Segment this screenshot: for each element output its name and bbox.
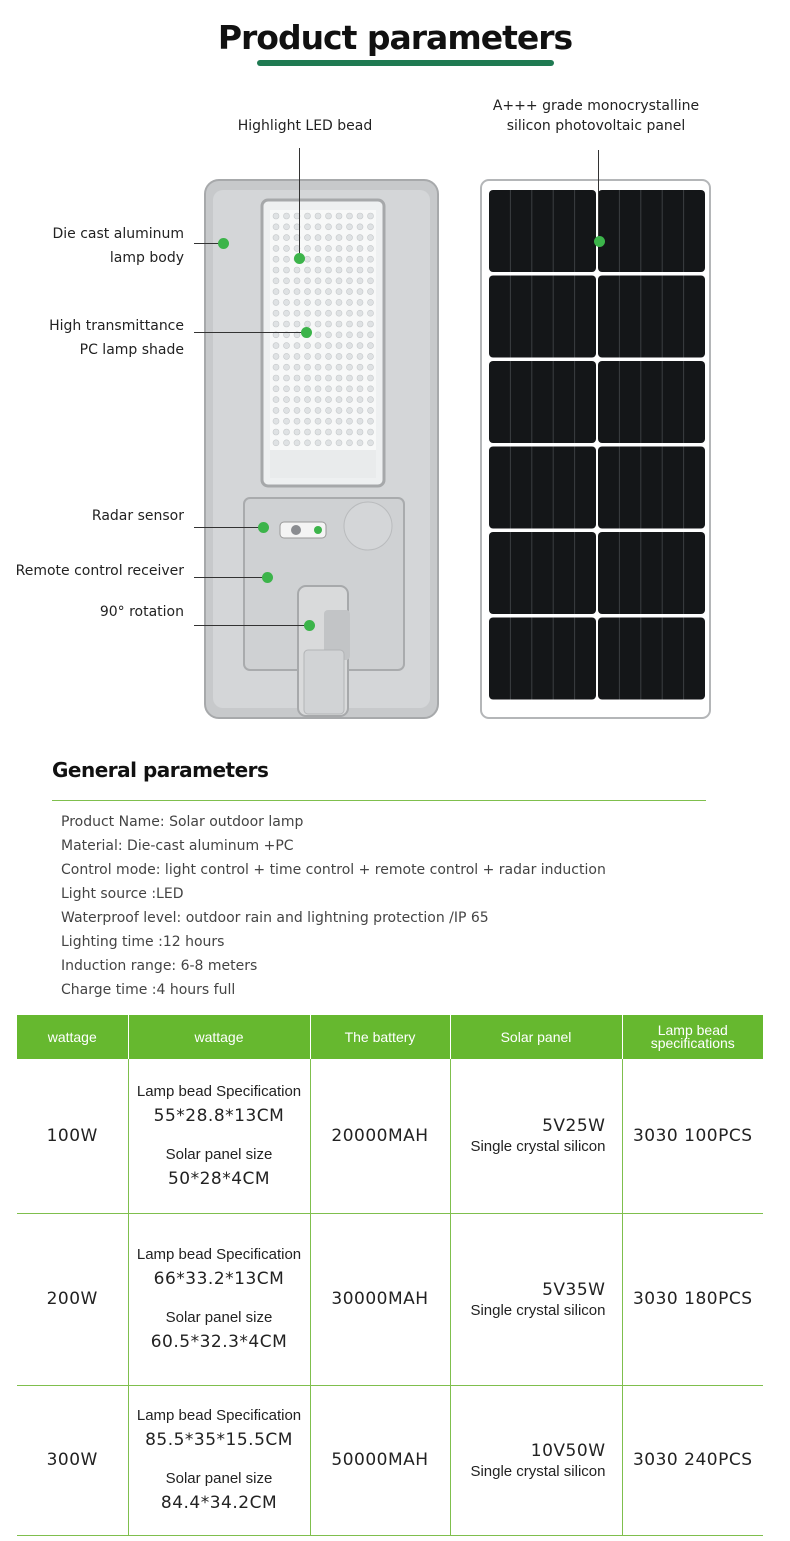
- led-bead: [284, 213, 290, 219]
- led-bead: [368, 407, 374, 413]
- led-bead: [273, 321, 279, 327]
- led-bead: [336, 235, 342, 241]
- led-bead: [284, 407, 290, 413]
- led-bead: [273, 245, 279, 251]
- led-bead: [305, 429, 311, 435]
- led-bead: [284, 278, 290, 284]
- led-bead: [284, 267, 290, 273]
- led-bead: [368, 299, 374, 305]
- led-bead: [336, 256, 342, 262]
- led-bead: [294, 278, 300, 284]
- led-bead: [273, 267, 279, 273]
- led-bead: [315, 289, 321, 295]
- led-bead: [305, 440, 311, 446]
- led-bead: [336, 310, 342, 316]
- col-header-lamp-bead: Lamp bead specifications: [622, 1015, 763, 1059]
- marker-pv-panel: [594, 236, 605, 247]
- led-bead: [294, 418, 300, 424]
- led-bead: [357, 299, 363, 305]
- led-bead: [368, 343, 374, 349]
- led-bead: [347, 235, 353, 241]
- led-bead: [294, 310, 300, 316]
- led-bead: [305, 256, 311, 262]
- led-bead: [284, 256, 290, 262]
- led-bead: [368, 235, 374, 241]
- led-bead: [305, 245, 311, 251]
- led-bead: [326, 321, 332, 327]
- led-bead: [315, 245, 321, 251]
- led-bead: [347, 289, 353, 295]
- table-header-row: [17, 1015, 763, 1059]
- led-bead: [357, 429, 363, 435]
- cell-wattage: 300W: [17, 1385, 128, 1535]
- led-bead: [336, 375, 342, 381]
- led-bead: [368, 364, 374, 370]
- cell-battery: 30000MAH: [310, 1213, 450, 1385]
- led-bead: [368, 375, 374, 381]
- led-bead: [368, 440, 374, 446]
- leader-lamp-shade: [194, 332, 306, 333]
- cell-lamp-spec: 3030 180PCS: [622, 1213, 763, 1385]
- solar-cell-block: [489, 447, 596, 529]
- led-bead: [357, 353, 363, 359]
- marker-rotation: [304, 620, 315, 631]
- led-bead: [294, 375, 300, 381]
- led-bead: [336, 364, 342, 370]
- led-bead: [357, 278, 363, 284]
- led-bead: [273, 386, 279, 392]
- led-bead: [336, 245, 342, 251]
- led-bead: [368, 353, 374, 359]
- led-bead: [305, 267, 311, 273]
- led-bead: [326, 353, 332, 359]
- led-bead: [315, 256, 321, 262]
- led-bead: [273, 440, 279, 446]
- led-bead: [336, 321, 342, 327]
- led-bead: [368, 289, 374, 295]
- led-bead: [305, 353, 311, 359]
- led-bead: [347, 440, 353, 446]
- col-header-wattage-2: wattage: [128, 1015, 310, 1059]
- led-bead: [305, 364, 311, 370]
- list-item: Product Name: Solar outdoor lamp: [61, 814, 304, 830]
- list-item: Induction range: 6-8 meters: [61, 958, 258, 974]
- list-item: Charge time :4 hours full: [61, 982, 236, 998]
- marker-radar-sensor: [258, 522, 269, 533]
- led-bead: [284, 418, 290, 424]
- led-bead: [357, 375, 363, 381]
- led-bead: [336, 429, 342, 435]
- led-bead: [357, 397, 363, 403]
- leader-radar-sensor: [194, 527, 262, 528]
- led-bead: [347, 418, 353, 424]
- led-bead: [294, 299, 300, 305]
- led-bead: [315, 343, 321, 349]
- leader-rotation: [194, 625, 308, 626]
- led-bead: [294, 289, 300, 295]
- led-bead: [336, 278, 342, 284]
- led-bead: [326, 299, 332, 305]
- led-bead: [294, 397, 300, 403]
- led-bead: [368, 213, 374, 219]
- solar-cell-block: [489, 618, 596, 700]
- solar-cell-block: [598, 532, 705, 614]
- led-bead: [326, 245, 332, 251]
- led-bead: [347, 310, 353, 316]
- led-bead: [284, 397, 290, 403]
- led-bead: [315, 267, 321, 273]
- led-bead: [305, 289, 311, 295]
- list-item: Material: Die-cast aluminum +PC: [61, 838, 294, 854]
- led-bead: [315, 375, 321, 381]
- led-bead: [305, 386, 311, 392]
- led-bead: [284, 224, 290, 230]
- cell-battery: 20000MAH: [310, 1059, 450, 1213]
- led-bead: [368, 267, 374, 273]
- led-bead: [284, 289, 290, 295]
- led-bead: [326, 407, 332, 413]
- cell-sizes: Lamp bead Specification 66*33.2*13CM Solar panel size 60.5*32.3*4CM: [128, 1213, 310, 1385]
- solar-cell-block: [489, 532, 596, 614]
- callout-rotation: 90° rotation: [99, 604, 184, 620]
- led-bead: [305, 375, 311, 381]
- list-item: Control mode: light control + time control + remote control + radar induction: [61, 862, 606, 878]
- led-bead: [357, 386, 363, 392]
- led-bead: [347, 332, 353, 338]
- general-parameters-title: General parameters: [52, 758, 269, 782]
- led-bead: [273, 278, 279, 284]
- led-bead: [326, 418, 332, 424]
- general-parameters-list: [61, 810, 606, 1002]
- led-bead: [273, 224, 279, 230]
- led-bead: [357, 224, 363, 230]
- led-bead: [336, 440, 342, 446]
- led-bead: [357, 440, 363, 446]
- cell-lamp-spec: 3030 100PCS: [622, 1059, 763, 1213]
- led-bead: [368, 310, 374, 316]
- list-item: Waterproof level: outdoor rain and lightning protection /IP 65: [61, 910, 489, 926]
- table-row: [17, 1059, 763, 1213]
- cell-lamp-spec: 3030 240PCS: [622, 1385, 763, 1535]
- led-bead: [336, 343, 342, 349]
- led-bead: [326, 278, 332, 284]
- led-bead: [305, 343, 311, 349]
- led-bead: [347, 407, 353, 413]
- led-bead: [347, 364, 353, 370]
- callout-lamp-body: Die cast aluminum lamp body: [52, 226, 184, 266]
- led-bead: [336, 397, 342, 403]
- led-bead: [347, 213, 353, 219]
- callout-radar-sensor: Radar sensor: [91, 508, 184, 524]
- led-bead: [368, 224, 374, 230]
- callout-lamp-shade: High transmittance PC lamp shade: [49, 318, 184, 358]
- led-bead: [347, 386, 353, 392]
- solar-cell-block: [598, 361, 705, 443]
- led-bead: [284, 245, 290, 251]
- cell-sizes: Lamp bead Specification 85.5*35*15.5CM Solar panel size 84.4*34.2CM: [128, 1385, 310, 1535]
- led-bead: [336, 407, 342, 413]
- led-bead: [368, 245, 374, 251]
- cell-wattage: 200W: [17, 1213, 128, 1385]
- led-bead: [368, 321, 374, 327]
- marker-lamp-body: [218, 238, 229, 249]
- led-bead: [284, 299, 290, 305]
- led-bead: [326, 235, 332, 241]
- led-bead: [368, 256, 374, 262]
- led-bead: [336, 299, 342, 305]
- led-bead: [326, 267, 332, 273]
- led-bead: [273, 256, 279, 262]
- solar-cell-block: [489, 361, 596, 443]
- led-bead: [315, 397, 321, 403]
- led-bead: [294, 407, 300, 413]
- solar-cell-block: [489, 276, 596, 358]
- led-bead: [336, 353, 342, 359]
- led-bead: [305, 213, 311, 219]
- led-bead: [284, 386, 290, 392]
- led-bead: [326, 397, 332, 403]
- led-bead: [347, 267, 353, 273]
- led-bead: [273, 213, 279, 219]
- led-bead: [326, 256, 332, 262]
- leader-pv-panel: [598, 150, 599, 240]
- table-row: [17, 1213, 763, 1385]
- led-bead: [273, 429, 279, 435]
- led-bead: [326, 310, 332, 316]
- marker-remote-receiver: [262, 572, 273, 583]
- led-bead: [336, 386, 342, 392]
- led-bead: [326, 332, 332, 338]
- solar-cell-block: [598, 276, 705, 358]
- led-bead: [273, 407, 279, 413]
- led-bead: [273, 299, 279, 305]
- led-bead: [315, 224, 321, 230]
- product-figure: [0, 90, 790, 730]
- cell-sizes: Lamp bead Specification 55*28.8*13CM Solar panel size 50*28*4CM: [128, 1059, 310, 1213]
- led-bead: [305, 418, 311, 424]
- led-bead: [368, 397, 374, 403]
- cell-wattage: 100W: [17, 1059, 128, 1213]
- led-bead: [315, 332, 321, 338]
- leader-led-bead: [299, 148, 300, 254]
- cell-solar: 10V50W Single crystal silicon: [450, 1385, 622, 1535]
- col-header-wattage: wattage: [17, 1015, 128, 1059]
- led-bead: [284, 235, 290, 241]
- led-bead: [336, 224, 342, 230]
- led-bead: [273, 289, 279, 295]
- led-bead: [305, 397, 311, 403]
- marker-lamp-shade: [301, 327, 312, 338]
- led-bead: [305, 278, 311, 284]
- led-bead: [294, 429, 300, 435]
- led-bead: [315, 278, 321, 284]
- led-bead: [347, 429, 353, 435]
- led-bead: [336, 213, 342, 219]
- led-bead: [347, 245, 353, 251]
- led-bead: [284, 364, 290, 370]
- callout-remote-receiver: Remote control receiver: [15, 563, 184, 579]
- led-bead: [357, 245, 363, 251]
- led-bead: [326, 364, 332, 370]
- led-bead: [273, 310, 279, 316]
- solar-cell-block: [598, 190, 705, 272]
- led-bead: [357, 407, 363, 413]
- led-bead: [357, 256, 363, 262]
- led-bead: [326, 440, 332, 446]
- led-bead: [273, 375, 279, 381]
- page-title: Product parameters: [217, 18, 573, 57]
- led-bead: [273, 235, 279, 241]
- solar-cell-block: [598, 618, 705, 700]
- led-bead: [273, 418, 279, 424]
- led-bead: [294, 386, 300, 392]
- led-bead: [315, 353, 321, 359]
- led-bead: [347, 353, 353, 359]
- led-bead: [336, 332, 342, 338]
- led-bead: [368, 418, 374, 424]
- led-bead: [357, 364, 363, 370]
- leader-remote-receiver: [194, 577, 264, 578]
- led-bead: [357, 267, 363, 273]
- callout-pv-panel: A+++ grade monocrystalline silicon photovoltaic panel: [492, 98, 700, 134]
- led-bead: [336, 418, 342, 424]
- list-item: Light source :LED: [61, 886, 184, 902]
- led-bead: [326, 289, 332, 295]
- led-bead: [294, 267, 300, 273]
- led-bead: [273, 364, 279, 370]
- led-bead: [347, 256, 353, 262]
- led-bead: [347, 224, 353, 230]
- led-bead: [294, 321, 300, 327]
- led-bead: [284, 429, 290, 435]
- led-bead: [357, 343, 363, 349]
- led-bead: [315, 429, 321, 435]
- led-bead: [284, 343, 290, 349]
- led-bead: [326, 429, 332, 435]
- cell-solar: 5V35W Single crystal silicon: [450, 1213, 622, 1385]
- col-header-battery: The battery: [310, 1015, 450, 1059]
- led-bead: [357, 418, 363, 424]
- led-bead: [315, 310, 321, 316]
- led-bead: [315, 407, 321, 413]
- led-bead: [315, 364, 321, 370]
- led-bead: [305, 407, 311, 413]
- led-bead: [347, 343, 353, 349]
- led-bead: [347, 299, 353, 305]
- led-bead: [357, 213, 363, 219]
- lamp-illustration: [0, 90, 790, 730]
- cell-solar: 5V25W Single crystal silicon: [450, 1059, 622, 1213]
- led-bead: [294, 364, 300, 370]
- led-bead: [273, 353, 279, 359]
- led-bead: [315, 235, 321, 241]
- solar-cell-block: [598, 447, 705, 529]
- spec-table: [17, 1015, 763, 1536]
- led-bead: [357, 235, 363, 241]
- led-bead: [357, 332, 363, 338]
- led-bead: [347, 321, 353, 327]
- led-bead: [284, 440, 290, 446]
- led-bead: [326, 213, 332, 219]
- led-bead: [357, 310, 363, 316]
- led-bead: [284, 375, 290, 381]
- table-row: [17, 1385, 763, 1535]
- led-bead: [273, 343, 279, 349]
- led-bead: [315, 213, 321, 219]
- led-bead: [315, 418, 321, 424]
- led-bead: [315, 386, 321, 392]
- led-bead: [305, 299, 311, 305]
- led-bead: [284, 353, 290, 359]
- led-bead: [305, 235, 311, 241]
- led-bead: [315, 321, 321, 327]
- led-bead: [315, 440, 321, 446]
- led-bead: [294, 343, 300, 349]
- led-bead: [368, 429, 374, 435]
- led-bead: [368, 278, 374, 284]
- title-underline: [257, 60, 554, 66]
- led-bead: [294, 440, 300, 446]
- led-bead: [336, 289, 342, 295]
- led-bead: [368, 386, 374, 392]
- led-bead: [357, 289, 363, 295]
- led-bead: [294, 353, 300, 359]
- led-bead: [368, 332, 374, 338]
- led-bead: [326, 386, 332, 392]
- led-bead: [357, 321, 363, 327]
- led-bead: [273, 397, 279, 403]
- section-divider: [52, 800, 706, 801]
- led-bead: [326, 224, 332, 230]
- led-bead: [284, 321, 290, 327]
- led-bead: [347, 397, 353, 403]
- solar-cell-block: [489, 190, 596, 272]
- led-bead: [347, 278, 353, 284]
- col-header-solar-panel: Solar panel: [450, 1015, 622, 1059]
- led-bead: [326, 343, 332, 349]
- led-bead: [326, 375, 332, 381]
- led-bead: [284, 310, 290, 316]
- led-bead: [347, 375, 353, 381]
- led-bead: [305, 224, 311, 230]
- led-bead: [336, 267, 342, 273]
- list-item: Lighting time :12 hours: [61, 934, 225, 950]
- marker-led-bead: [294, 253, 305, 264]
- cell-battery: 50000MAH: [310, 1385, 450, 1535]
- led-bead: [305, 310, 311, 316]
- callout-led-bead: Highlight LED bead: [237, 118, 373, 134]
- led-bead: [315, 299, 321, 305]
